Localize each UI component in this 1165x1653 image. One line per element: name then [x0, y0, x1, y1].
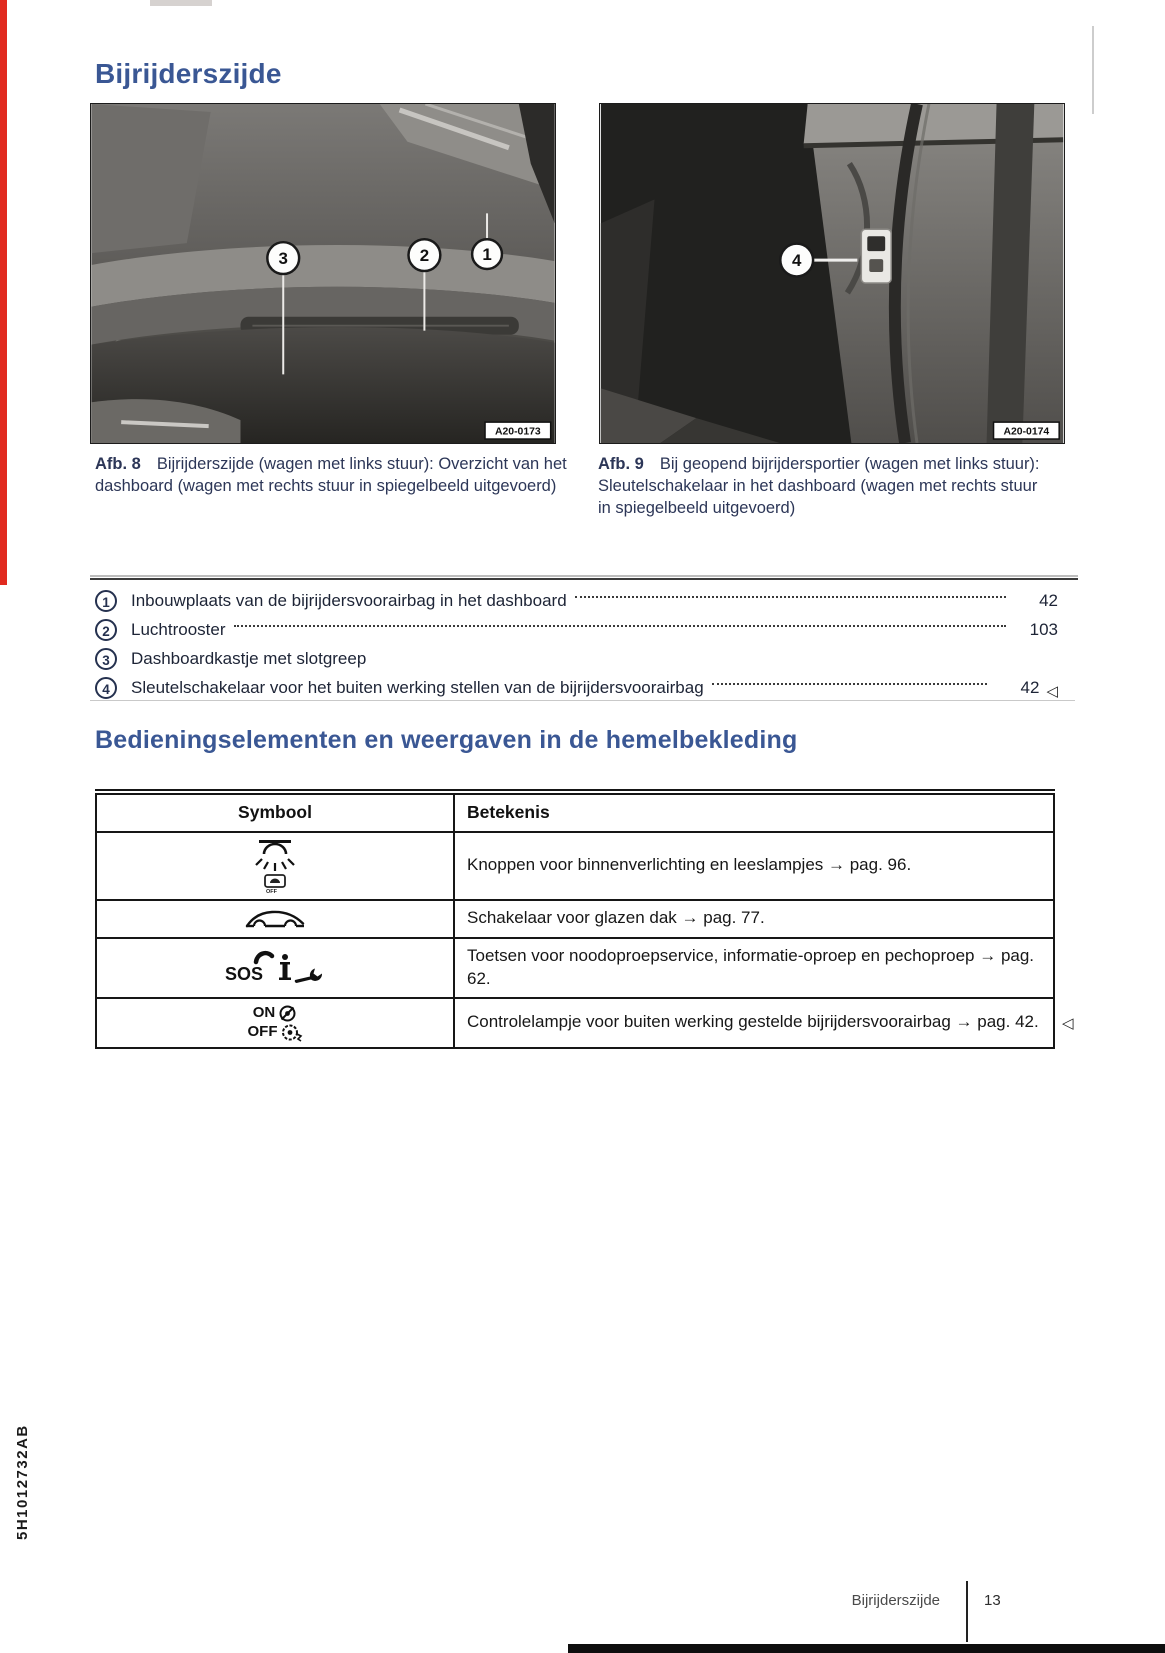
- dotted-leader: [712, 683, 988, 685]
- svg-text:2: 2: [419, 246, 430, 266]
- symbol-meaning: Toetsen voor noodoproepservice, informatie-oproep en pechoproep → pag. 62.: [467, 945, 1035, 988]
- figure-8-photo: [90, 103, 556, 444]
- phone-handset-icon: [256, 953, 272, 962]
- page-title: Bijrijderszijde: [95, 58, 282, 89]
- airbag-off-label: OFF: [247, 1022, 278, 1040]
- ceiling-light-icon: [251, 838, 299, 874]
- circled-number-3: 3: [95, 648, 117, 670]
- scan-right-edge-mark: [1092, 26, 1094, 114]
- figure-9-photo: [599, 103, 1065, 444]
- legend-bottom-rule: [90, 700, 1075, 701]
- car-silhouette-icon: [243, 906, 307, 932]
- legend-item: [95, 644, 1058, 673]
- table-row: [97, 997, 1053, 1047]
- callout-3: [267, 242, 299, 274]
- table-top-double-line: [95, 789, 1055, 791]
- callout-2: [408, 239, 440, 271]
- legend-item-label: Inbouwplaats van de bijrijdersvoorairbag in het dashboard: [131, 590, 567, 610]
- svg-text:3: 3: [278, 249, 288, 269]
- svg-text:OFF: OFF: [266, 888, 277, 894]
- circled-number-4: 4: [95, 677, 117, 699]
- footer-divider: [966, 1581, 968, 1642]
- scan-bottom-black-bar: [568, 1644, 1165, 1653]
- svg-text:1: 1: [482, 245, 492, 265]
- legend-item: [95, 586, 1058, 615]
- figure-9-caption-text: Bij geopend bijrijdersportier (wagen met links stuur): Sleutelschakelaar in het dashboard (wagen met rechts stuur in spiegelbeeld uitgevoerd): [598, 455, 1040, 518]
- legend-page-ref: 42: [1020, 677, 1040, 697]
- glass-roof-switch-icon: [97, 901, 455, 937]
- table-row: [97, 831, 1053, 899]
- figure-8-caption-text: Bijrijderszijde (wagen met links stuur): Overzicht van het dashboard (wagen met rechts stuur in spiegelbeeld uitgevoerd): [95, 455, 567, 496]
- section-end-triangle-icon: ◁: [1062, 1015, 1074, 1032]
- airbag-disabled-icon: [278, 1004, 297, 1023]
- airbag-icon: [281, 1023, 303, 1042]
- svg-text:A20-0173: A20-0173: [494, 426, 541, 438]
- legend-item: [95, 673, 1058, 702]
- legend-page-ref: 103: [1029, 619, 1058, 639]
- figure-9-caption: [598, 453, 1050, 519]
- component-legend: [95, 586, 1058, 702]
- section-end-triangle-icon: ◁: [1046, 682, 1058, 700]
- circled-number-1: 1: [95, 590, 117, 612]
- dotted-leader: [575, 596, 1006, 598]
- airbag-on-off-icons: [97, 999, 455, 1047]
- table-row: [97, 937, 1053, 997]
- wrench-icon: [295, 968, 322, 983]
- footer-section-title: Bijrijderszijde: [851, 1592, 940, 1609]
- figure-9-image-code: [994, 422, 1060, 439]
- reading-lamp-off-icon: [262, 874, 288, 894]
- circled-number-2: 2: [95, 619, 117, 641]
- table-header-row: [97, 795, 1053, 831]
- dashboard-photo-illustration: [91, 104, 555, 443]
- figure-8-caption: [95, 453, 567, 497]
- legend-item-label: Dashboardkastje met slotgreep: [131, 648, 367, 668]
- sos-call-icons: [223, 947, 327, 989]
- legend-item-label: Sleutelschakelaar voor het buiten werking stellen van de bijrijdersvoorairbag: [131, 677, 704, 697]
- symbol-meaning: Knoppen voor binnenverlichting en leeslampjes → pag. 96.: [467, 855, 912, 875]
- scan-top-mark: [150, 0, 212, 6]
- callout-1: [472, 239, 502, 269]
- scan-red-edge-mark: [0, 0, 7, 585]
- footer-page-number: 13: [984, 1592, 1001, 1609]
- legend-item: [95, 615, 1058, 644]
- sos-label: SOS: [225, 963, 264, 984]
- sos-info-wrench-icons: [97, 939, 455, 997]
- info-icon: [282, 954, 288, 960]
- legend-item-label: Luchtrooster: [131, 619, 226, 639]
- legend-page-ref: 42: [1039, 590, 1058, 610]
- symbol-meaning: Controlelampje voor buiten werking gestelde bijrijdersvoorairbag → pag. 42.: [467, 1012, 1039, 1032]
- figure-8-image-code: [485, 422, 551, 439]
- svg-text:A20-0174: A20-0174: [1003, 426, 1050, 438]
- symbol-meaning: Schakelaar voor glazen dak → pag. 77.: [467, 908, 765, 928]
- interior-light-icon: [97, 833, 455, 899]
- airbag-on-label: ON: [252, 1003, 276, 1021]
- svg-text:4: 4: [792, 251, 802, 271]
- legend-top-rule: [90, 578, 1078, 580]
- figure-9-caption-label: Afb. 9: [598, 455, 644, 473]
- callout-4: [780, 244, 813, 277]
- spine-code: 5H1012732AB: [14, 1424, 31, 1540]
- door-keyswitch-photo-illustration: [600, 104, 1064, 443]
- column-header-betekenis: Betekenis: [467, 802, 550, 822]
- symbol-table: [95, 789, 1055, 1049]
- figure-row: [90, 103, 1065, 444]
- section-heading: Bedieningselementen en weergaven in de hemelbekleding: [95, 726, 798, 754]
- dotted-leader: [234, 625, 1007, 627]
- table-row: [97, 899, 1053, 937]
- key-switch: [861, 229, 891, 283]
- figure-8-caption-label: Afb. 8: [95, 455, 141, 473]
- column-header-symbool: Symbool: [97, 795, 455, 831]
